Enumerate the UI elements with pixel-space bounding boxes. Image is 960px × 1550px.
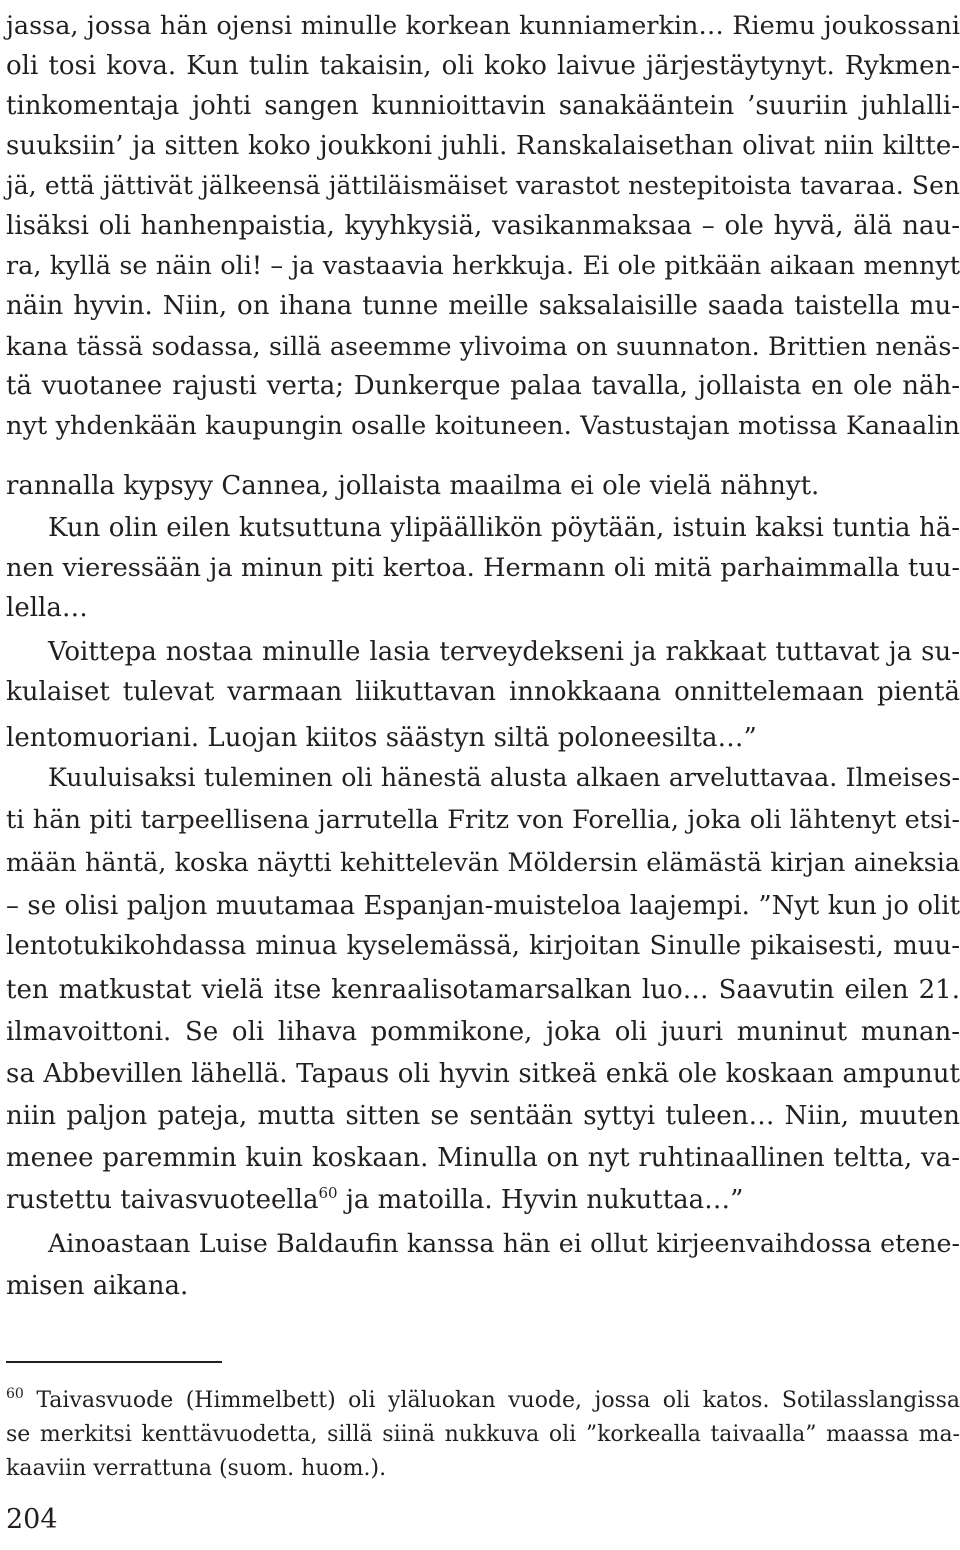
body-line: nen vieressään ja minun piti kertoa. Hermann oli mitä parhaimmalla tuu- [6,553,960,583]
footnote-line [6,1384,960,1418]
footnote-marker: 60 [6,1386,24,1402]
footnote-reference[interactable]: 60 [318,1184,338,1202]
body-line: näin hyvin. Niin, on ihana tunne meille saksalaisille saada taistella mu- [6,291,960,321]
body-line: jä, että jättivät jälkeensä jättiläismäiset varastot nestepitoista tavaraa. Sen [6,171,960,200]
body-line: sa Abbevillen lähellä. Tapaus oli hyvin sitkeä enkä ole koskaan ampunut [6,1059,960,1089]
body-line: misen aikana. [6,1271,189,1301]
body-text: ja matoilla. Hyvin nukuttaa…” [337,1185,744,1215]
body-line: ra, kyllä se näin oli! – ja vastaavia herkkuja. Ei ole pitkään aikaan mennyt [6,251,960,281]
body-line: ti hän piti tarpeellisena jarrutella Fritz von Forellia, joka oli lähtenyt etsi- [6,805,960,835]
body-line: – se olisi paljon muutamaa Espanjan-muisteloa laajempi. ”Nyt kun jo olit [6,891,960,921]
body-line: kana tässä sodassa, sillä aseemme ylivoima on suunnaton. Brittien nenäs- [6,331,960,361]
body-line: lisäksi oli hanhenpaistia, kyyhkysiä, vasikanmaksaa – ole hyvä, älä nau- [6,211,960,241]
body-line: tinkomentaja johti sangen kunnioittavin sanakääntein ’suuriin juhlalli- [6,91,960,121]
page-number: 204 [6,1504,58,1535]
body-line: lentotukikohdassa minua kyselemässä, kirjoitan Sinulle pikaisesti, muu- [6,931,960,961]
paragraph-first-line: Kun olin eilen kutsuttuna ylipäällikön pöytään, istuin kaksi tuntia hä- [48,513,960,543]
paragraph-first-line: Kuuluisaksi tuleminen oli hänestä alusta alkaen arveluttavaa. Ilmeises- [48,763,960,792]
footnote-line: kaaviin verrattuna (suom. huom.). [6,1456,387,1481]
paragraph-first-line: Ainoastaan Luise Baldaufin kanssa hän ei ollut kirjeenvaihdossa etene- [48,1229,960,1258]
body-line: nyt yhdenkään kaupungin osalle koituneen. Vastustajan motissa Kanaalin [6,411,960,441]
body-line: ten matkustat vielä itse kenraalisotamarsalkan luo… Saavutin eilen 21. [6,975,960,1005]
body-line: lella… [6,593,88,623]
body-line: ilmavoittoni. Se oli lihava pommikone, joka oli juuri muninut munan- [6,1017,960,1047]
body-line [6,1180,960,1220]
body-line: lentomuoriani. Luojan kiitos säästyn siltä poloneesilta…” [6,723,757,753]
body-line: kulaiset tulevat varmaan liikuttavan innokkaana onnittelemaan pientä [6,677,960,707]
body-line: suuksiin’ ja sitten koko joukkoni juhli. Ranskalaisethan olivat niin kiltte- [6,131,960,161]
footnote-line: se merkitsi kenttävuodetta, sillä siinä nukkuva oli ”korkealla taivaalla” maassa ma- [6,1422,960,1447]
footnote-separator [6,1361,222,1363]
body-line: tä vuotanee rajusti verta; Dunkerque palaa tavalla, jollaista en ole näh- [6,371,960,401]
paragraph-first-line: Voittepa nostaa minulle lasia terveydekseni ja rakkaat tuttavat ja su- [48,637,960,667]
body-line: jassa, jossa hän ojensi minulle korkean kunniamerkin… Riemu joukossani [6,11,960,41]
body-line: rannalla kypsyy Cannea, jollaista maailma ei ole vielä nähnyt. [6,471,820,501]
body-text: rustettu taivasvuoteella [6,1185,319,1215]
footnote-text: Taivasvuode (Himmelbett) oli yläluokan vuode, jossa oli katos. Sotilasslangissa [23,1388,960,1413]
body-line: menee paremmin kuin koskaan. Minulla on nyt ruhtinaallinen teltta, va- [6,1143,960,1173]
body-line: niin paljon pateja, mutta sitten se sentään syttyi tuleen… Niin, muuten [6,1101,960,1131]
body-line: mään häntä, koska näytti kehittelevän Möldersin elämästä kirjan aineksia [6,847,960,877]
body-line: oli tosi kova. Kun tulin takaisin, oli koko laivue järjestäytynyt. Rykmen- [6,51,960,81]
